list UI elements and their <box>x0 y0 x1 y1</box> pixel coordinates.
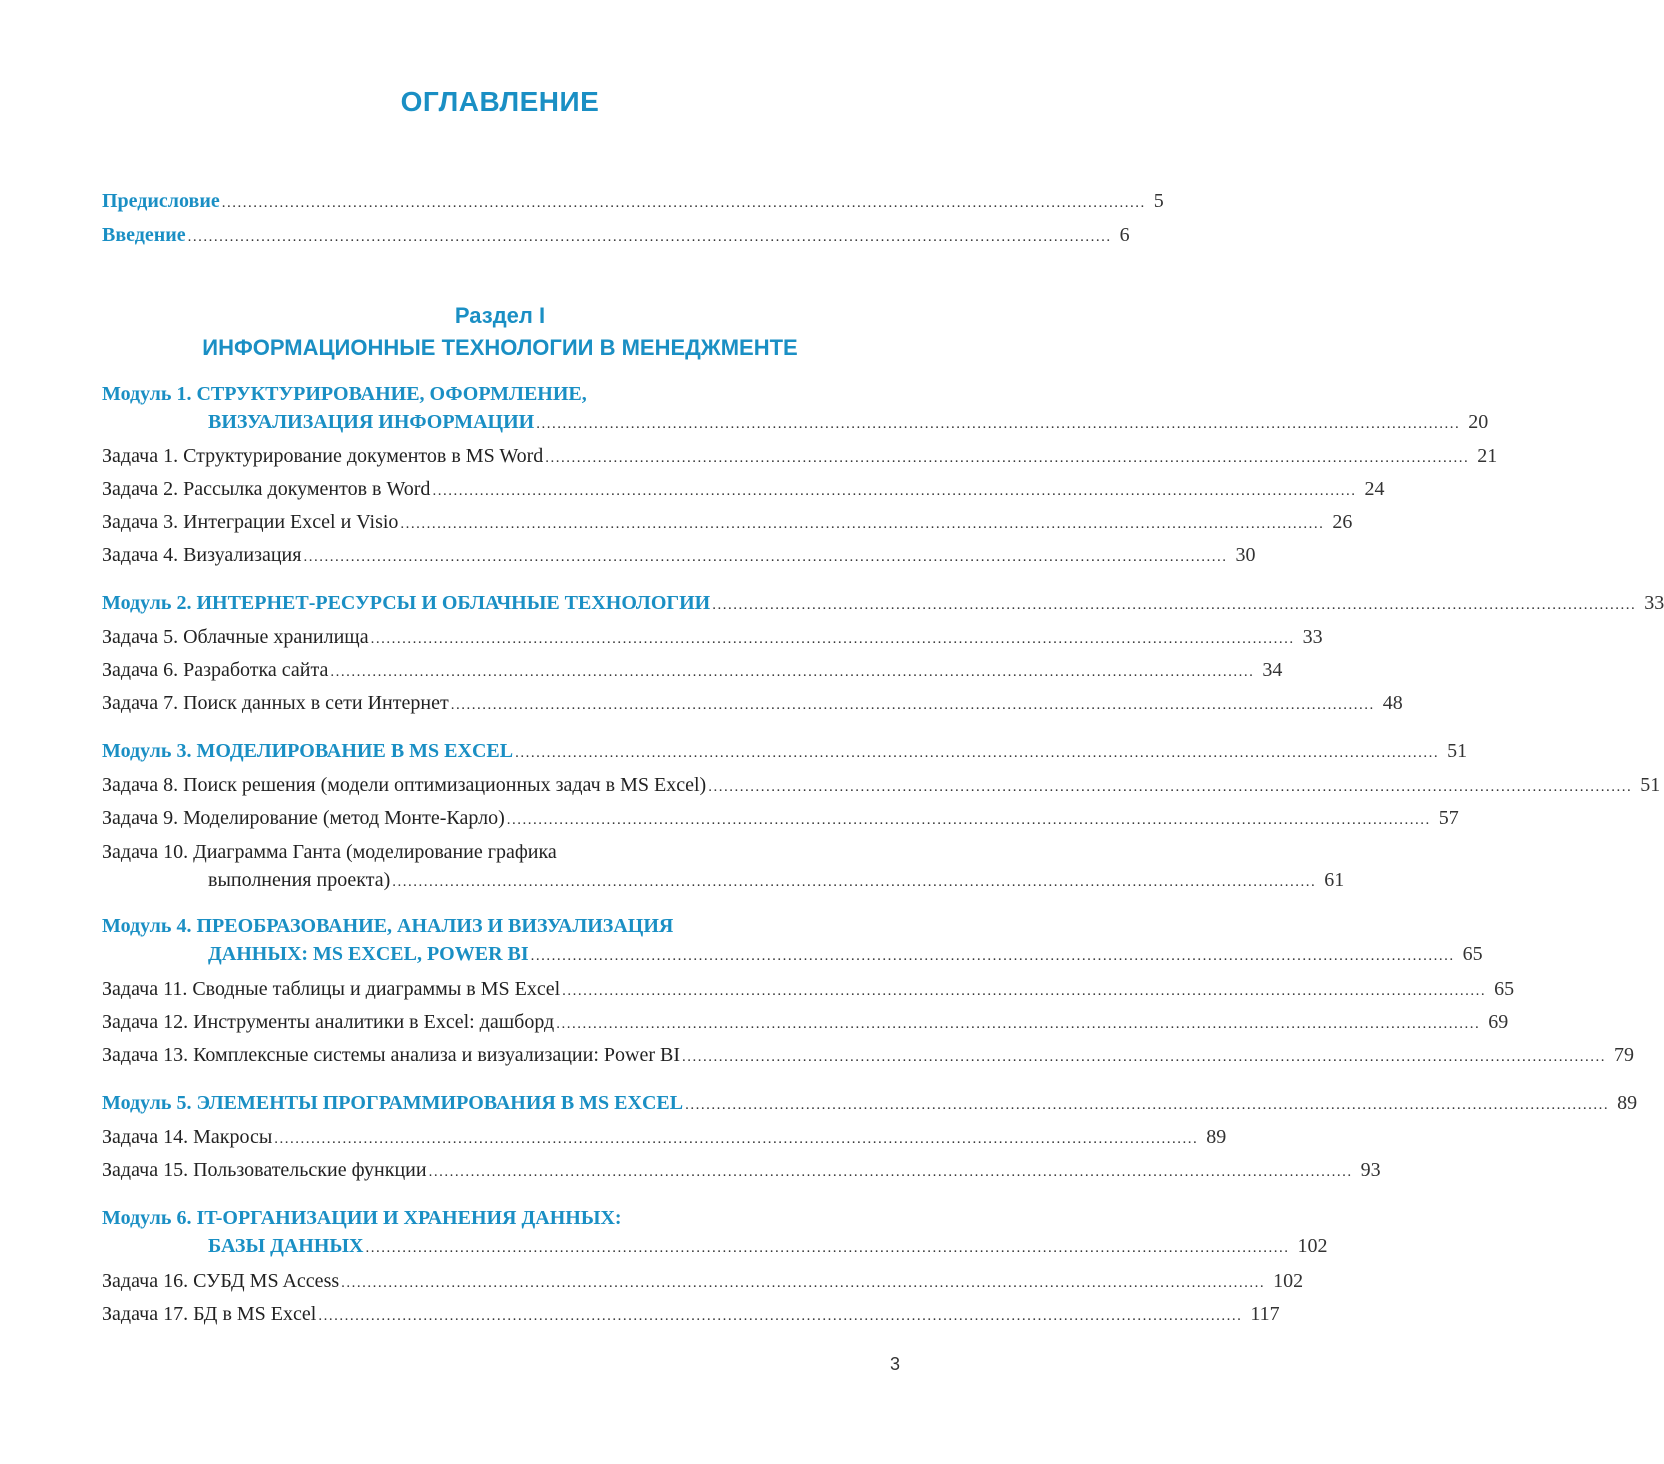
entry-page: 69 <box>1488 1011 1509 1033</box>
entry-label: БАЗЫ ДАННЫХ <box>208 1235 364 1257</box>
dot-leader: ................................................................................................................................................................................ <box>318 1308 1243 1324</box>
entry-label: Введение <box>102 224 186 246</box>
toc-entry-task-1[interactable] <box>102 442 1498 470</box>
entry-label: Задача 4. Визуализация <box>102 544 302 566</box>
entry-label: Задача 9. Моделирование (метод Монте-Карло) <box>102 807 505 829</box>
entry-label: Задача 5. Облачные хранилища <box>102 626 369 648</box>
module-1-title-line[interactable]: Модуль 1. СТРУКТУРИРОВАНИЕ, ОФОРМЛЕНИЕ, <box>102 383 587 405</box>
dot-leader: ................................................................................................................................................................................ <box>682 1049 1606 1065</box>
toc-entry-task-3[interactable] <box>102 508 1353 536</box>
entry-page: 24 <box>1364 478 1385 500</box>
entry-label: Модуль 5. ЭЛЕМЕНТЫ ПРОГРАММИРОВАНИЯ В MS EXCEL <box>102 1092 684 1114</box>
dot-leader: ................................................................................................................................................................................ <box>515 745 1440 761</box>
dot-leader: ................................................................................................................................................................................ <box>221 195 1146 211</box>
entry-label: ВИЗУАЛИЗАЦИЯ ИНФОРМАЦИИ <box>208 411 535 433</box>
entry-page: 34 <box>1262 659 1283 681</box>
toc-entry-task-14[interactable] <box>102 1123 1227 1151</box>
toc-entry-task-9[interactable] <box>102 804 1459 832</box>
entry-label: Предисловие <box>102 190 220 212</box>
entry-label: Задача 17. БД в MS Excel <box>102 1303 317 1325</box>
entry-page: 89 <box>1617 1092 1638 1114</box>
entry-page: 51 <box>1447 740 1468 762</box>
dot-leader: ................................................................................................................................................................................ <box>530 948 1455 964</box>
toc-entry-task-17[interactable] <box>102 1300 1280 1328</box>
entry-page: 61 <box>1324 869 1345 891</box>
dot-leader: ................................................................................................................................................................................ <box>428 1164 1353 1180</box>
dot-leader: ................................................................................................................................................................................ <box>330 664 1255 680</box>
entry-page: 102 <box>1273 1270 1304 1292</box>
entry-page: 79 <box>1614 1044 1634 1066</box>
dot-leader: ................................................................................................................................................................................ <box>545 450 1470 466</box>
section-title: ИНФОРМАЦИОННЫЕ ТЕХНОЛОГИИ В МЕНЕДЖМЕНТЕ <box>202 335 798 360</box>
entry-page: 102 <box>1297 1235 1328 1257</box>
entry-label: Модуль 2. ИНТЕРНЕТ-РЕСУРСЫ И ОБЛАЧНЫЕ ТЕХНОЛОГИИ <box>102 592 711 614</box>
dot-leader: ................................................................................................................................................................................ <box>562 983 1487 999</box>
toc-entry-task-7[interactable] <box>102 689 1403 717</box>
toc-entry-preface[interactable] <box>102 187 1164 215</box>
toc-entry-module-1[interactable] <box>208 408 1489 436</box>
dot-leader: ................................................................................................................................................................................ <box>536 416 1461 432</box>
toc-entry-task-4[interactable] <box>102 541 1256 569</box>
entry-page: 33 <box>1644 592 1664 614</box>
dot-leader: ................................................................................................................................................................................ <box>187 229 1112 245</box>
entry-page: 117 <box>1250 1303 1280 1325</box>
entry-label: Задача 12. Инструменты аналитики в Excel: дашборд <box>102 1011 555 1033</box>
entry-page: 48 <box>1382 692 1403 714</box>
entry-label: Задача 3. Интеграции Excel и Visio <box>102 511 399 533</box>
entry-page: 26 <box>1332 511 1353 533</box>
toc-entry-task-16[interactable] <box>102 1267 1304 1295</box>
section-heading <box>0 300 1000 364</box>
entry-page: 93 <box>1360 1159 1381 1181</box>
dot-leader: ................................................................................................................................................................................ <box>712 597 1637 613</box>
toc-entry-task-11[interactable] <box>102 975 1515 1003</box>
toc-entry-task-5[interactable] <box>102 623 1323 651</box>
dot-leader: ................................................................................................................................................................................ <box>432 483 1357 499</box>
toc-entry-task-12[interactable] <box>102 1008 1509 1036</box>
entry-page: 57 <box>1438 807 1459 829</box>
entry-page: 89 <box>1206 1126 1227 1148</box>
task-10-title-line[interactable]: Задача 10. Диаграмма Ганта (моделирование графика <box>102 841 557 863</box>
dot-leader: ................................................................................................................................................................................ <box>708 779 1633 795</box>
dot-leader: ................................................................................................................................................................................ <box>392 874 1317 890</box>
module-6-title-line[interactable]: Модуль 6. IT-ОРГАНИЗАЦИИ И ХРАНЕНИЯ ДАННЫХ: <box>102 1207 622 1229</box>
entry-label: Задача 6. Разработка сайта <box>102 659 329 681</box>
entry-page: 33 <box>1302 626 1323 648</box>
entry-page: 21 <box>1477 445 1498 467</box>
entry-label: ДАННЫХ: MS EXCEL, POWER BI <box>208 943 529 965</box>
entry-page: 5 <box>1153 190 1164 212</box>
dot-leader: ................................................................................................................................................................................ <box>341 1275 1266 1291</box>
toc-entry-task-2[interactable] <box>102 475 1385 503</box>
entry-label: выполнения проекта) <box>208 869 391 891</box>
entry-label: Модуль 3. МОДЕЛИРОВАНИЕ В MS EXCEL <box>102 740 514 762</box>
entry-page: 65 <box>1494 978 1515 1000</box>
entry-page: 51 <box>1640 774 1661 796</box>
section-number: Раздел I <box>454 303 546 328</box>
entry-label: Задача 7. Поиск данных в сети Интернет <box>102 692 449 714</box>
toc-entry-module-6[interactable] <box>208 1232 1328 1260</box>
toc-entry-module-2[interactable] <box>102 589 1664 617</box>
toc-title: ОГЛАВЛЕНИЕ <box>400 86 600 117</box>
dot-leader: ................................................................................................................................................................................ <box>365 1240 1290 1256</box>
toc-entry-module-4[interactable] <box>208 940 1483 968</box>
toc-entry-introduction[interactable] <box>102 221 1130 249</box>
dot-leader: ................................................................................................................................................................................ <box>274 1131 1199 1147</box>
entry-page: 6 <box>1119 224 1130 246</box>
dot-leader: ................................................................................................................................................................................ <box>556 1016 1481 1032</box>
module-4-title-line[interactable]: Модуль 4. ПРЕОБРАЗОВАНИЕ, АНАЛИЗ И ВИЗУАЛИЗАЦИЯ <box>102 915 674 937</box>
entry-page: 65 <box>1462 943 1483 965</box>
entry-page: 20 <box>1468 411 1489 433</box>
entry-label: Задача 11. Сводные таблицы и диаграммы в MS Excel <box>102 978 561 1000</box>
entry-label: Задача 15. Пользовательские функции <box>102 1159 427 1181</box>
toc-entry-task-8[interactable] <box>102 771 1661 799</box>
page-number: 3 <box>889 1354 900 1374</box>
toc-entry-task-10[interactable] <box>208 866 1345 894</box>
dot-leader: ................................................................................................................................................................................ <box>400 516 1325 532</box>
entry-label: Задача 2. Рассылка документов в Word <box>102 478 431 500</box>
toc-entry-module-3[interactable] <box>102 737 1468 765</box>
dot-leader: ................................................................................................................................................................................ <box>685 1097 1610 1113</box>
entry-label: Задача 14. Макросы <box>102 1126 273 1148</box>
entry-label: Задача 16. СУБД MS Access <box>102 1270 340 1292</box>
entry-label: Задача 8. Поиск решения (модели оптимизационных задач в MS Excel) <box>102 774 707 796</box>
dot-leader: ................................................................................................................................................................................ <box>303 549 1228 565</box>
dot-leader: ................................................................................................................................................................................ <box>450 697 1375 713</box>
dot-leader: ................................................................................................................................................................................ <box>370 631 1295 647</box>
toc-entry-module-5[interactable] <box>102 1089 1638 1117</box>
toc-entry-task-15[interactable] <box>102 1156 1381 1184</box>
entry-page: 30 <box>1235 544 1256 566</box>
entry-label: Задача 13. Комплексные системы анализа и визуализации: Power BI <box>102 1044 680 1066</box>
toc-entry-task-13[interactable] <box>102 1041 1634 1069</box>
toc-entry-task-6[interactable] <box>102 656 1283 684</box>
entry-label: Задача 1. Структурирование документов в MS Word <box>102 445 544 467</box>
dot-leader: ................................................................................................................................................................................ <box>506 812 1431 828</box>
